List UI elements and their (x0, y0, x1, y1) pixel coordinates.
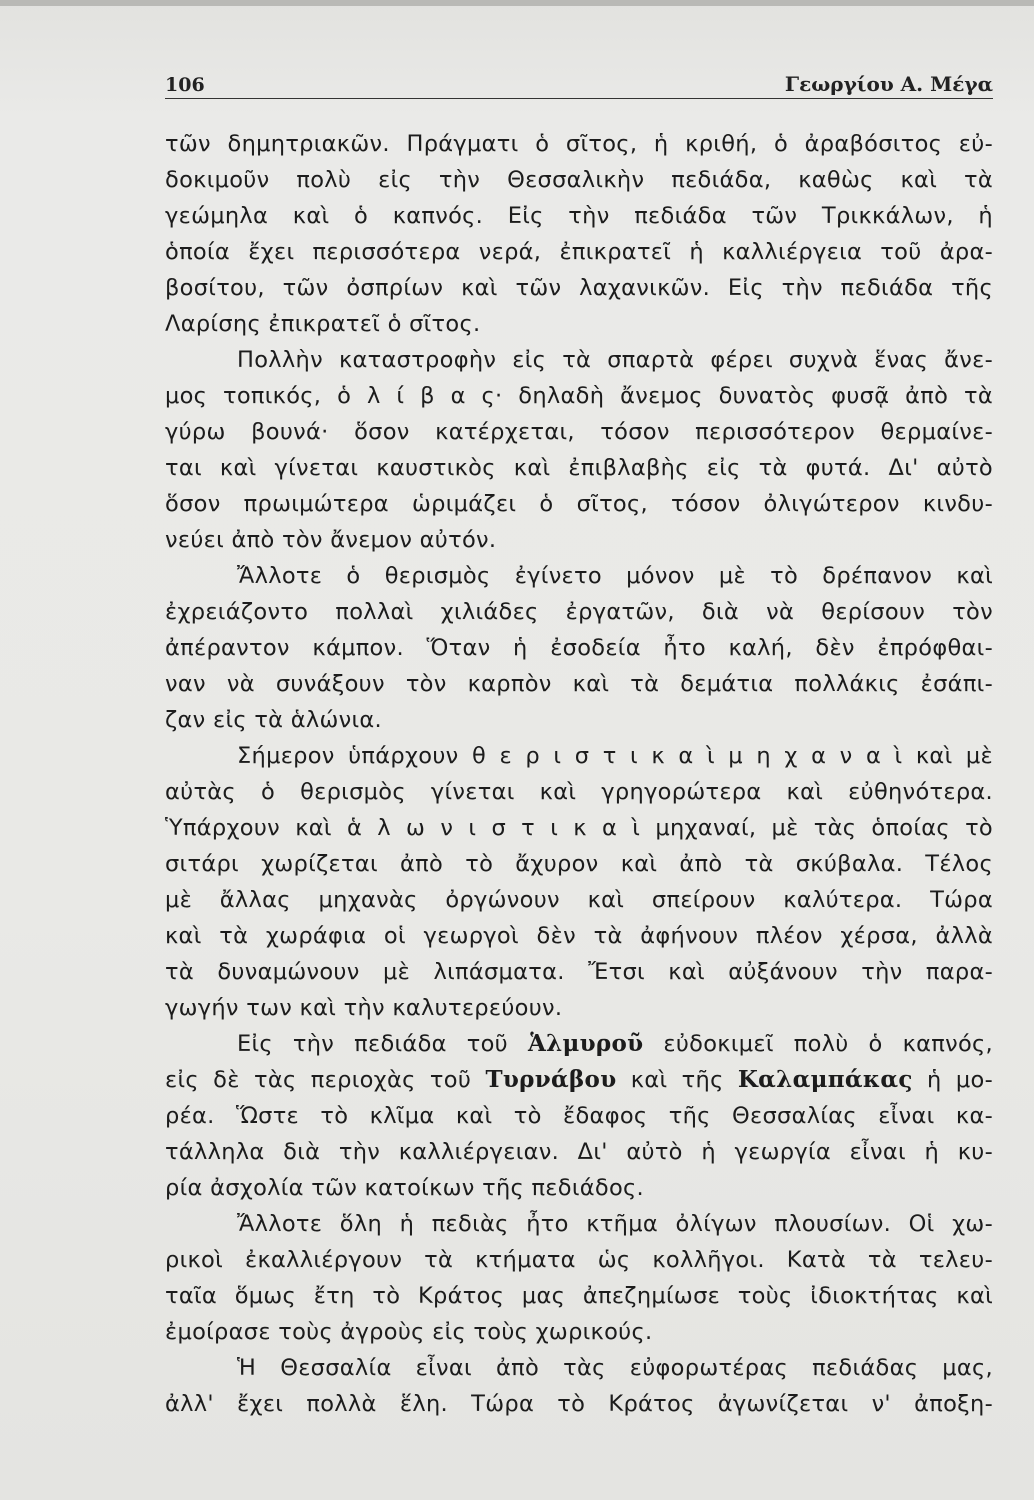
text-line: αὐτὰς ὁ θερισμὸς γίνεται καὶ γρηγορώτερα καὶ εὐθηνότερα. (165, 779, 993, 805)
text-line: τάλληλα διὰ τὴν καλλιέργειαν. Δι' αὐτὸ ἡ γεωργία εἶναι ἡ κυ- (165, 1139, 993, 1165)
place-name-tyrnavos: Τυρνάβου (485, 1066, 617, 1093)
text-line: ρέα. Ὥστε τὸ κλῖμα καὶ τὸ ἔδαφος τῆς Θεσσαλίας εἶναι κα- (165, 1103, 993, 1129)
text-line: ἐχρειάζοντο πολλαὶ χιλιάδες ἐργατῶν, διὰ νὰ θερίσουν τὸν (165, 599, 993, 625)
text-line: ρικοὶ ἐκαλλιέργουν τὰ κτήματα ὡς κολλῆγοι. Κατὰ τὰ τελευ- (165, 1247, 993, 1273)
text-line: μος τοπικός, ὁ λ ί β α ς· δηλαδὴ ἄνεμος δυνατὸς φυσᾷ ἀπὸ τὰ (165, 383, 993, 409)
text-line: δοκιμοῦν πολὺ εἰς τὴν Θεσσαλικὴν πεδιάδα, καθὼς καὶ τὰ (165, 167, 993, 193)
text-line: ζαν εἰς τὰ ἁλώνια. (165, 707, 383, 733)
text-line: ὁποία ἔχει περισσότερα νερά, ἐπικρατεῖ ἡ καλλιέργεια τοῦ ἀρα- (165, 239, 993, 265)
text-line-almyros: Εἰς τὴν πεδιάδα τοῦ Ἁλμυροῦ εὐδοκιμεῖ πολὺ ὁ καπνός, (237, 1030, 993, 1057)
text-line: ρία ἀσχολία τῶν κατοίκων τῆς πεδιάδος. (165, 1175, 644, 1201)
text-line: ται καὶ γίνεται καυστικὸς καὶ ἐπιβλαβὴς εἰς τὰ φυτά. Δι' αὐτὸ (165, 455, 993, 481)
place-name-kalambaka: Καλαμπάκας (737, 1066, 913, 1093)
text-line: ἀπέραντον κάμπον. Ὅταν ἡ ἐσοδεία ἦτο καλή, δὲν ἐπρόφθαι- (165, 635, 993, 661)
text-line: Σήμερον ὑπάρχουν θ ε ρ ι σ τ ι κ α ὶ μ η χ α ν α ὶ καὶ μὲ (237, 743, 993, 769)
text-line-tyrnavos: εἰς δὲ τὰς περιοχὰς τοῦ Τυρνάβου καὶ τῆς Καλαμπάκας ἡ μο- (165, 1066, 993, 1093)
text-line: γωγήν των καὶ τὴν καλυτερεύουν. (165, 995, 563, 1021)
text-line: ναν νὰ συνάξουν τὸν καρπὸν καὶ τὰ δεμάτια πολλάκις ἐσάπι- (165, 671, 993, 697)
text-line: Ἡ Θεσσαλία εἶναι ἀπὸ τὰς εὐφορωτέρας πεδιάδας μας, (237, 1355, 993, 1381)
text-line: σιτάρι χωρίζεται ἀπὸ τὸ ἄχυρον καὶ ἀπὸ τὰ σκύβαλα. Τέλος (165, 851, 993, 877)
place-name-almyros: Ἁλμυροῦ (527, 1030, 644, 1057)
body-text (165, 126, 993, 1422)
text-line: τῶν δημητριακῶν. Πράγματι ὁ σῖτος, ἡ κριθή, ὁ ἀραβόσιτος εὐ- (165, 131, 993, 157)
text-line: γεώμηλα καὶ ὁ καπνός. Εἰς τὴν πεδιάδα τῶν Τρικκάλων, ἡ (165, 203, 993, 229)
text-line: Ἄλλοτε ὁ θερισμὸς ἐγίνετο μόνον μὲ τὸ δρέπανον καὶ (237, 563, 993, 589)
text-line: Ὑπάρχουν καὶ ἁ λ ω ν ι σ τ ι κ α ὶ μηχαναί, μὲ τὰς ὁποίας τὸ (165, 815, 993, 841)
text-line: τὰ δυναμώνουν μὲ λιπάσματα. Ἔτσι καὶ αὐξάνουν τὴν παρα- (165, 959, 993, 985)
text-line: καὶ τὰ χωράφια οἱ γεωργοὶ δὲν τὰ ἀφήνουν πλέον χέρσα, ἀλλὰ (165, 923, 993, 949)
page-number: 106 (165, 74, 205, 96)
text-line: νεύει ἀπὸ τὸν ἄνεμον αὐτόν. (165, 527, 497, 553)
text-line: ὅσον πρωιμώτερα ὡριμάζει ὁ σῖτος, τόσον ὀλιγώτερον κινδυ- (165, 491, 993, 517)
text-line: ἀλλ' ἔχει πολλὰ ἕλη. Τώρα τὸ Κράτος ἀγωνίζεται ν' ἀποξη- (165, 1391, 993, 1417)
page-top-edge (0, 0, 1034, 6)
text-line: ταῖα ὅμως ἔτη τὸ Κράτος μας ἀπεζημίωσε τοὺς ἰδιοκτήτας καὶ (165, 1283, 993, 1309)
text-line: Λαρίσης ἐπικρατεῖ ὁ σῖτος. (165, 311, 481, 337)
text-line: μὲ ἄλλας μηχανὰς ὀργώνουν καὶ σπείρουν καλύτερα. Τώρα (165, 887, 993, 913)
running-head (165, 68, 993, 99)
text-line: ἐμοίρασε τοὺς ἀγροὺς εἰς τοὺς χωρικούς. (165, 1319, 653, 1345)
text-line: γύρω βουνά· ὅσον κατέρχεται, τόσον περισσότερον θερμαίνε- (165, 419, 993, 445)
running-head-author: Γεωργίου Α. Μέγα (784, 72, 993, 96)
text-line: Ἄλλοτε ὅλη ἡ πεδιὰς ἦτο κτῆμα ὀλίγων πλουσίων. Οἱ χω- (237, 1211, 993, 1237)
text-line: βοσίτου, τῶν ὀσπρίων καὶ τῶν λαχανικῶν. Εἰς τὴν πεδιάδα τῆς (165, 275, 993, 301)
text-line: Πολλὴν καταστροφὴν εἰς τὰ σπαρτὰ φέρει συχνὰ ἕνας ἄνε- (237, 347, 993, 373)
